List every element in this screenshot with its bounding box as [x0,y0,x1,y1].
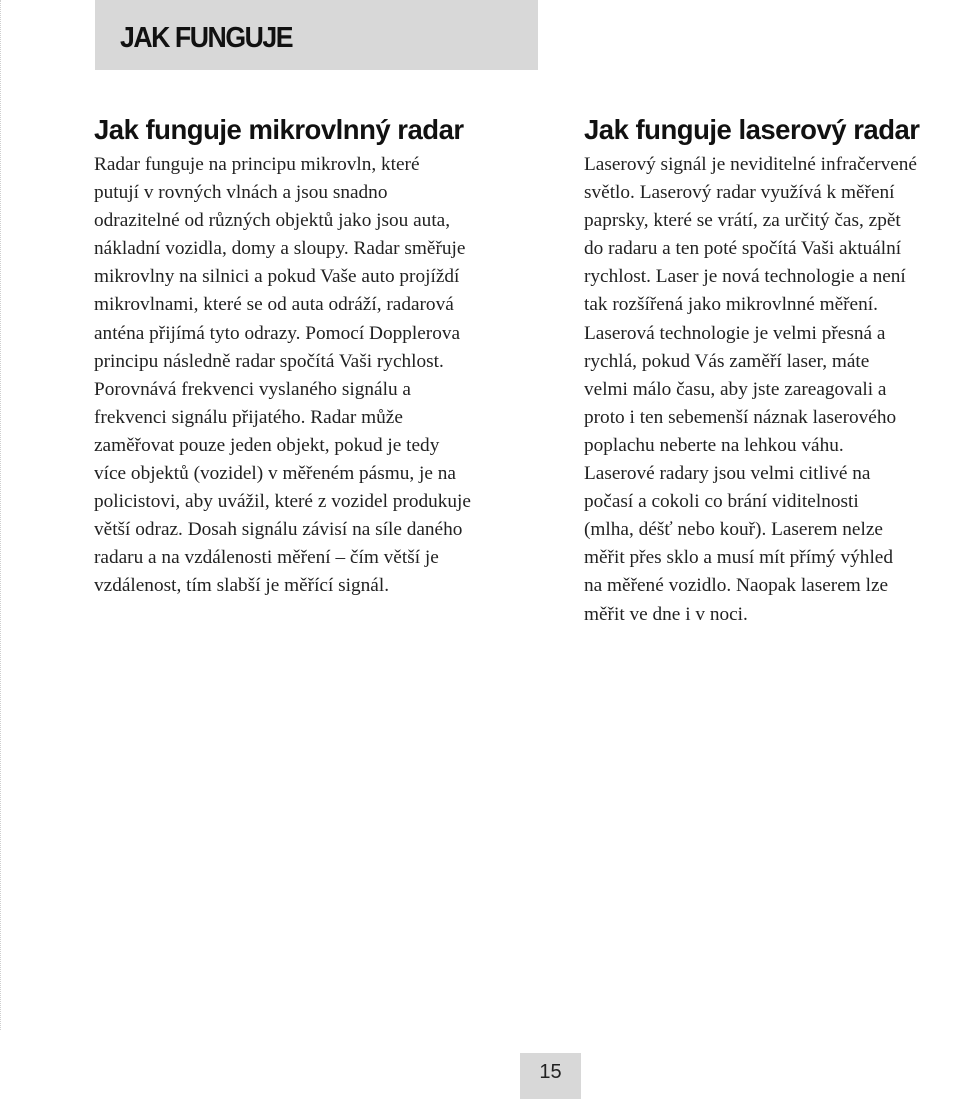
microwave-radar-heading: Jak funguje mikrovlnný radar [94,114,464,145]
text-line: mikrovlny na silnici a pokud Vaše auto projíždí [94,266,460,288]
text-line: poplachu neberte na lehkou váhu. [584,434,844,456]
text-line: zaměřovat pouze jeden objekt, pokud je tedy [94,434,440,456]
text-line: větší odraz. Dosah signálu závisí na síle daného [94,519,463,541]
laser-radar-section [584,112,960,629]
text-line: mikrovlnami, které se od auta odráží, radarová [94,294,454,316]
text-line: světlo. Laserový radar využívá k měření [584,182,895,204]
text-line: vzdálenost, tím slabší je měřící signál. [94,575,390,597]
laser-radar-text [584,151,960,629]
text-line: (mlha, déšť nebo kouř). Laserem nelze [584,519,883,541]
text-line: anténa přijímá tyto odrazy. Pomocí Dopplerova [94,322,461,344]
text-line: radaru a na vzdálenosti měření – čím větší je [94,547,439,569]
laser-radar-heading: Jak funguje laserový radar [584,114,920,145]
page-number: 15 [539,1061,562,1083]
text-line: měřit přes sklo a musí mít přímý výhled [584,547,893,569]
text-line: do radaru a ten poté spočítá Vaši aktuální [584,238,902,260]
text-line: proto i ten sebemenší náznak laserového [584,406,897,428]
text-line: policistovi, aby uvážil, které z vozidel produkuje [94,491,471,513]
text-line: Laserové radary jsou velmi citlivé na [584,463,871,485]
text-line: měřit ve dne i v noci. [584,603,748,625]
text-line: Laserový signál je neviditelné infračervené [584,154,917,175]
text-line: putují v rovných vlnách a jsou snadno [94,182,388,204]
page-edge-divider [0,0,2,1030]
text-line: odrazitelné od různých objektů jako jsou auta, [94,210,451,232]
text-line: rychlá, pokud Vás zaměří laser, máte [584,350,870,372]
text-line: na měřené vozidlo. Naopak laserem lze [584,575,889,597]
text-line: Radar funguje na principu mikrovln, které [94,154,420,175]
text-line: principu následně radar spočítá Vaši rychlost. [94,350,444,372]
text-line: tak rozšířená jako mikrovlnné měření. [584,294,878,316]
text-line: Porovnává frekvenci vyslaného signálu a [94,378,411,400]
text-line: nákladní vozidla, domy a sloupy. Radar směřuje [94,238,466,260]
text-line: frekvenci signálu přijatého. Radar může [94,406,403,428]
text-line: Laserová technologie je velmi přesná a [584,322,886,344]
text-line: velmi málo času, aby jste zareagovali a [584,378,887,400]
page-number-box [520,1053,581,1099]
text-line: více objektů (vozidel) v měřeném pásmu, je na [94,463,456,485]
text-line: počasí a cokoli co brání viditelnosti [584,491,859,513]
text-line: paprsky, které se vrátí, za určitý čas, zpět [584,210,901,232]
section-title: JAK FUNGUJE [120,22,293,54]
text-line: rychlost. Laser je nová technologie a není [584,266,906,288]
microwave-radar-text [94,151,544,601]
microwave-radar-section [94,112,544,601]
